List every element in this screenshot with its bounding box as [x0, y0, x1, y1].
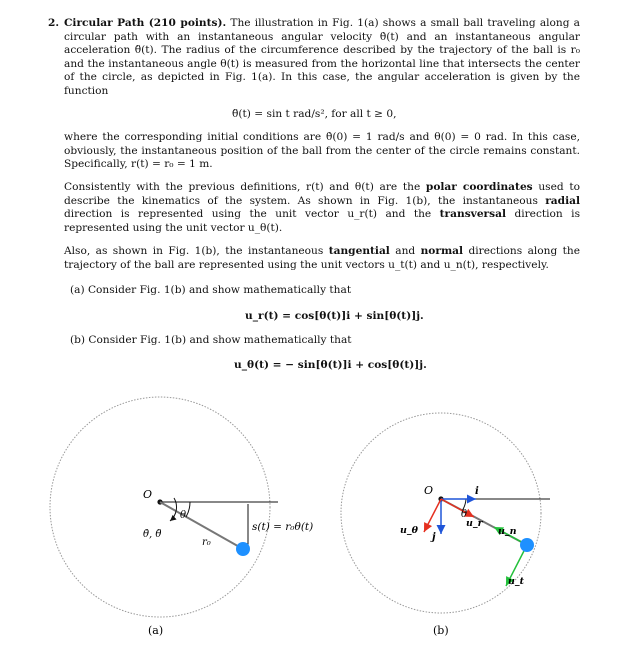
- j-label: j: [432, 532, 436, 543]
- un-label: u_n: [498, 526, 517, 537]
- polar-coordinates-paragraph: [64, 181, 580, 235]
- theta-label-a: θ: [180, 510, 187, 521]
- theta-label-b: θ: [461, 509, 468, 520]
- figure-a-caption: (a): [148, 624, 164, 637]
- para3-part: direction is represented using the unit vector u_θ(t).: [64, 208, 581, 234]
- ball-b: [520, 538, 534, 552]
- para3-part: direction is represented using the unit vector u_r(t) and the: [64, 208, 440, 221]
- origin-label-b: O: [424, 484, 434, 497]
- ur-label: u_r: [466, 518, 483, 529]
- arc-length-label: s(t) = r₀θ(t): [252, 521, 314, 533]
- problem-intro: [64, 17, 580, 99]
- para3-part: used to describe the kinematics of the system. As shown in Fig. 1(b), the instantaneous: [64, 181, 580, 207]
- part-a-prompt: (a) Consider Fig. 1(b) and show mathematically that: [70, 284, 352, 296]
- figure-a-diagram: [0, 390, 623, 645]
- ut-label: u_t: [508, 576, 525, 587]
- term-tangential: tangential: [328, 245, 390, 257]
- equation-ur: u_r(t) = cos[θ(t)]i + sin[θ(t)]j.: [245, 310, 424, 322]
- problem-title: Circular Path (210 points).: [64, 17, 227, 29]
- origin-label-a: O: [143, 488, 153, 501]
- term-radial: radial: [545, 194, 580, 207]
- i-label: i: [475, 486, 479, 497]
- term-normal: normal: [420, 245, 464, 257]
- intro-text: The illustration in Fig. 1(a) shows a small ball traveling along a circular path with an instantaneous angular velocity θ̇(t) and an instantaneous angular acceleration θ̈(t). The radius of the circumference described by the trajectory of the ball is r₀ and the instantaneous angle θ(t) is measured from the horizontal line that intersects the center of the circle, as depicted in Fig. 1(a). In this case, the angular acceleration is given by the function: [64, 17, 580, 97]
- part-b-prompt: (b) Consider Fig. 1(b) and show mathematically that: [70, 334, 352, 346]
- para4-part: and: [389, 245, 421, 257]
- para3-part: Consistently with the previous definitions, r(t) and θ(t) are the: [64, 181, 426, 193]
- figure-b-caption: (b): [433, 624, 449, 637]
- problem-number: 2.: [48, 17, 60, 29]
- utheta-label: u_θ: [400, 525, 418, 536]
- rates-label: θ̇, θ̈: [143, 529, 162, 540]
- equation-utheta: u_θ(t) = − sin[θ(t)]i + cos[θ(t)]j.: [234, 359, 427, 371]
- theta-arc-a: [186, 502, 190, 517]
- ball-a: [236, 542, 250, 556]
- trajectory-circle-a: [50, 397, 270, 617]
- radius-label: r₀: [202, 537, 211, 548]
- term-polar-coordinates: polar coordinates: [425, 181, 533, 193]
- unit-vector-utheta: [424, 499, 441, 532]
- para4-part: directions along the trajectory of the ball are represented using the unit vectors u_t(t) and u_n(t), respectively.: [64, 245, 581, 271]
- unit-vector-ur-origin: [441, 499, 474, 517]
- initial-conditions-paragraph: where the corresponding initial conditions are θ̇(0) = 1 rad/s and θ(0) = 0 rad. In this case, obviously, the instantaneous position of the ball from the center of the circle remains constant. Specifically, r(t) = r₀ = 1 m.: [64, 131, 580, 171]
- equation-angular-acceleration: θ̈(t) = sin t rad/s², for all t ≥ 0,: [232, 108, 397, 120]
- tangential-normal-paragraph: [64, 245, 580, 272]
- para4-part: Also, as shown in Fig. 1(b), the instantaneous: [64, 245, 329, 257]
- term-transversal: transversal: [439, 208, 506, 221]
